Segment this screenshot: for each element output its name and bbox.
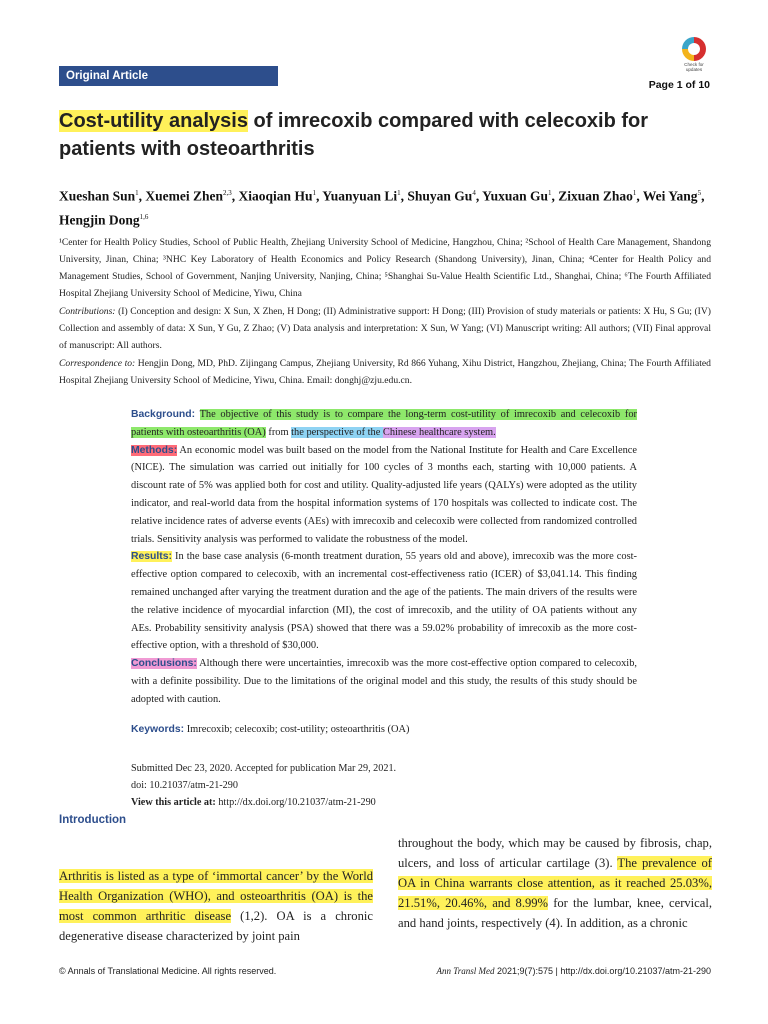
conclusions-text: Although there were uncertainties, imrecoxib was the more cost-effective option compared to celecoxib, with a definite possibility. Due to the limitations of the original model and this study, the results of this study should be adopted with caution. xyxy=(131,658,637,705)
author-affiliation-sup: 4 xyxy=(472,189,476,197)
abstract-background xyxy=(131,406,637,442)
correspondence xyxy=(59,355,711,389)
article-meta xyxy=(131,760,396,811)
abstract-methods xyxy=(131,442,637,549)
keywords-text: Imrecoxib; celecoxib; cost-utility; osteoarthritis (OA) xyxy=(184,724,410,735)
footer-citation-text: 2021;9(7):575 | http://dx.doi.org/10.21037/atm-21-290 xyxy=(494,966,711,976)
intro-highlight-left: Arthritis is listed as a type of ‘immortal cancer’ by the World Health Organization (WHO), and osteoarthritis (OA) is the most common arthritic disease xyxy=(59,869,373,923)
background-highlight-purple: Chinese healthcare system. xyxy=(382,426,496,438)
author-list: Xueshan Sun$^1$, Xuemei Zhen$^{2,3}$, Xiaoqian Hu$^1$, Yuanyuan Li$^1$, Shuyan Gu$^4$, Yuxuan Gu$^1$, Zixuan Zhao$^1$, Wei Yang$^5$, Hengjin Dong$^{1,6}$ xyxy=(59,188,705,227)
author-affiliation-sup: 5 xyxy=(697,189,702,197)
contributions xyxy=(59,303,711,354)
author-affiliation-sup: 1 xyxy=(312,189,316,197)
view-article-link[interactable]: http://dx.doi.org/10.21037/atm-21-290 xyxy=(215,797,376,808)
contributions-text: (I) Conception and design: X Sun, X Zhen, H Dong; (II) Administrative support: H Dong; (III) Provision of study materials or patients: X Hu, S Gu; (IV) Collection and assembly of data: X Sun, Y Gu, Z Zhao; (V) Data analysis and interpretation: X Sun, W Yang; (VI) Manuscript writing: All authors; (VII) Final approval of manuscript: All authors. xyxy=(59,306,711,351)
contributions-label: Contributions: xyxy=(59,306,116,317)
author-name: Xueshan Sun xyxy=(59,188,136,204)
author-name: Xiaoqian Hu xyxy=(238,188,313,204)
footer-copyright: © Annals of Translational Medicine. All rights reserved. xyxy=(59,966,277,976)
author-name: Hengjin Dong xyxy=(59,212,140,227)
background-mid: from xyxy=(265,426,292,438)
methods-label: Methods: xyxy=(131,444,178,456)
author-name: Xuemei Zhen xyxy=(145,188,224,204)
intro-column-right xyxy=(398,833,712,933)
article-type-badge: Original Article xyxy=(59,66,278,86)
submission-dates: Submitted Dec 23, 2020. Accepted for publication Mar 29, 2021. xyxy=(131,763,397,774)
author-name: Yuanyuan Li xyxy=(322,188,398,204)
background-highlight-blue: the perspective of the xyxy=(291,426,383,438)
results-text: In the base case analysis (6-month treatment duration, 55 years old and above), imrecoxib was the more cost-effective option compared to celecoxib, with an incremental cost-effectiveness ratio (ICER) of $3,041.14. This finding remained unchanged after varying the treatment duration and the age of the patients. The main drivers of the results were the relative incidence of myocardial infarction (MI), the cost of imrecoxib, and the utility of OA patients without any AEs. Probability sensitivity analysis (PSA) showed that there was a 59.02% probability of imrecoxib as the more cost-effective option, with a threshold of $30,000. xyxy=(131,551,637,652)
background-highlight-green: The objective of this study is to compare the long-term cost-utility of imrecoxib and celecoxib for patients with osteoarthritis (OA) xyxy=(131,409,637,438)
author-name: Yuxuan Gu xyxy=(482,188,548,204)
correspondence-text: Hengjin Dong, MD, PhD. Zijingang Campus, Zhejiang University, Rd 866 Yuhang, Xihu District, Hangzhou, Zhejiang, China; The Fourth Affiliated Hospital Zhejiang University School of Medicine, Yiwu, China. Email: donghj@zju.edu.cn. xyxy=(59,358,711,386)
intro-column-left xyxy=(59,866,373,946)
crossmark-logo-icon xyxy=(682,37,706,61)
conclusions-label: Conclusions: xyxy=(131,658,197,670)
author-affiliation-sup: 1 xyxy=(135,189,139,197)
view-article xyxy=(131,794,396,811)
page-number: Page 1 of 10 xyxy=(648,79,710,91)
crossmark-caption: Check for updates xyxy=(684,62,704,72)
author-affiliation-sup: 2,3 xyxy=(223,189,232,197)
article-title xyxy=(59,107,719,163)
affiliations: ¹Center for Health Policy Studies, School of Public Health, Zhejiang University School of Medicine, Hangzhou, China; ²School of Health Care Management, Shandong University, Jinan, China; ³NHC Key Laboratory of Health Economics and Policy Research (Shandong University), Jinan, China; ⁴Center for Health Policy and Management Studies, School of Government, Nanjing University, Nanjing, China; ⁵Shanghai Su-Value Health Scientific Ltd., Shanghai, China; ⁶The Fourth Affiliated Hospital Zhejiang University School of Medicine, Yiwu, China xyxy=(59,237,711,299)
author-affiliation-sup: 1,6 xyxy=(139,212,149,221)
author-affiliation-sup: 1 xyxy=(632,189,637,197)
doi: doi: 10.21037/atm-21-290 xyxy=(131,780,238,791)
results-label: Results: xyxy=(131,551,172,563)
intro-text-right-b: for the lumbar, knee, cervical, and hand joints, respectively (4). In addition, as a chronic xyxy=(398,896,713,930)
background-label: Background: xyxy=(131,409,196,420)
keywords-label: Keywords: xyxy=(131,724,185,735)
correspondence-label: Correspondence to: xyxy=(59,358,136,369)
title-highlighted-text: Cost-utility analysis xyxy=(59,110,248,132)
footer-journal: Ann Transl Med xyxy=(436,966,495,976)
intro-text-right-a: throughout the body, which may be caused by fibrosis, chap, ulcers, and loss of articular cartilage (3). xyxy=(398,836,712,870)
author-name: Wei Yang xyxy=(642,188,698,204)
abstract xyxy=(131,406,637,709)
title-text: of imrecoxib compared with celecoxib for patients with osteoarthritis xyxy=(59,110,649,160)
author-affiliation-sup: 1 xyxy=(547,189,552,197)
introduction-heading: Introduction xyxy=(59,814,127,826)
intro-text-left: (1,2). OA is a chronic degenerative disease characterized by joint pain xyxy=(59,909,373,943)
author-affiliation-sup: 1 xyxy=(397,189,401,197)
keywords xyxy=(131,724,409,735)
view-article-label: View this article at: xyxy=(131,797,216,808)
abstract-results xyxy=(131,548,637,655)
intro-highlight-right: The prevalence of OA in China warrants close attention, as it reached 25.03%, 21.51%, 20.46%, and 8.99% xyxy=(398,856,712,910)
author-name: Zixuan Zhao xyxy=(558,188,633,204)
footer-citation xyxy=(437,966,712,976)
methods-text: An economic model was built based on the model from the National Institute for Health and Care Excellence (NICE). The simulation was carried out initially for 100 cycles of 3 months each, starting with 10,000 patients. A discount rate of 5% was applied both for cost and utility. Quality-adjusted life years (QALYs) were adopted as the utility indicator, and real-world data from the hospital information systems of 170 hospitals was collected to indicate cost. The relative incidence rates of adverse events (AEs) with imrecoxib and celecoxib were collected from randomized controlled trials. Sensitivity analysis was performed to validate the robustness of the model. xyxy=(131,444,637,545)
check-for-updates-icon[interactable] xyxy=(678,37,710,73)
author-name: Shuyan Gu xyxy=(407,188,473,204)
abstract-conclusions xyxy=(131,655,637,708)
